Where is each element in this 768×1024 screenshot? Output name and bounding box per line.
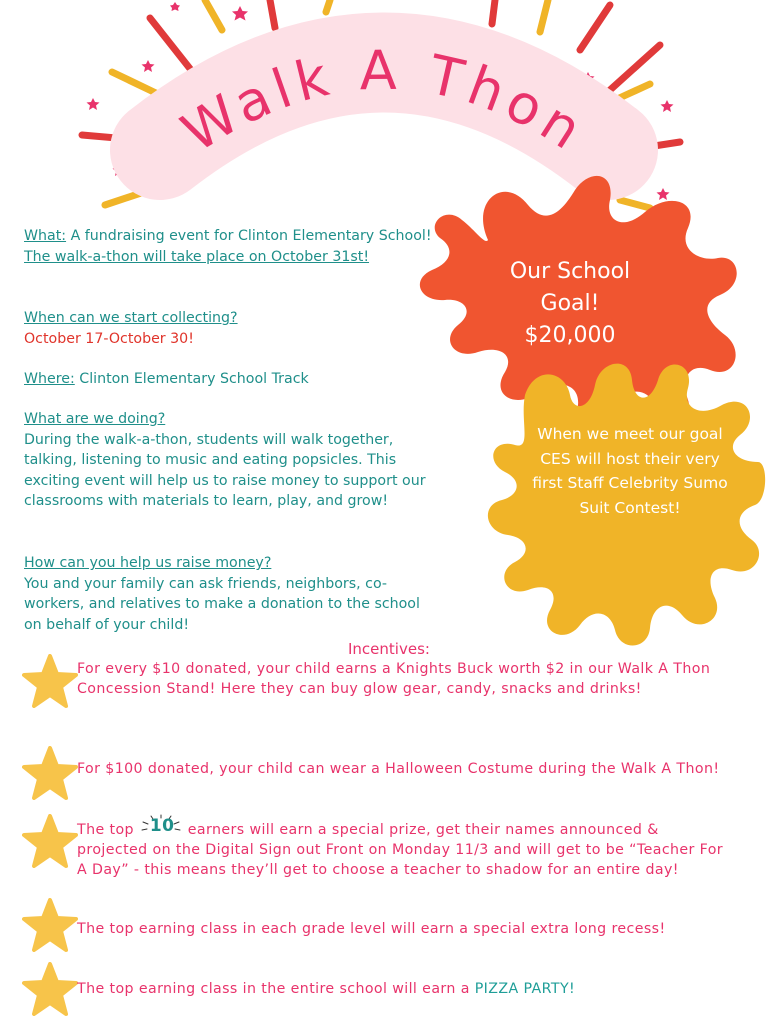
incentive-item-5-text: The top earning class in the entire school will earn a [77,981,475,997]
star-icon [22,814,78,868]
incentive-item-3-rest: earners will earn a special prize, get their names announced & projected on the Digital Sign out Front on Monday 11/3 and will get to be “Teacher For A Day” - this means they’ll get to choose a teacher to shadow for an entire day! [77,822,724,878]
host-text: When we meet our goal CES will host their very first Staff Celebrity Sumo Suit Contest! [532,425,728,517]
help-block [24,553,428,635]
incentives-title: Incentives: [348,640,430,658]
goal-box [470,256,670,352]
incentive-item-4: The top earning class in each grade level will earn a special extra long recess! [77,921,666,937]
help-text: You and your family can ask friends, neighbors, co-workers, and relatives to make a donation to the school on behalf of your child! [24,575,420,633]
doing-label: What are we doing? [24,411,166,427]
goal-amount: $20,000 [524,323,616,348]
pizza-party-text: PIZZA PARTY! [474,981,576,997]
when-text: October 17-October 30! [24,330,194,347]
goal-line1: Our School [509,259,631,284]
what-label: What: [24,228,67,244]
help-label: How can you help us raise money? [24,555,272,571]
what-block [24,226,434,267]
star-icon [22,654,78,708]
top-ten-number: 10 [149,816,175,836]
where-block [24,369,434,390]
page-title: Walk A Thon [171,38,598,165]
doing-text: During the walk-a-thon, students will walk together, talking, listening to music and eating popsicles. This exciting event will help us to raise money to support our classrooms with materials to learn, play, and grow! [24,431,426,510]
where-label: Where: [24,371,75,387]
top-ten-badge [139,816,183,840]
incentive-item-2: For $100 donated, your child can wear a Halloween Costume during the Walk A Thon! [77,761,720,777]
incentive-item-5 [77,980,727,1000]
what-text: A fundraising event for Clinton Elementary School! [66,228,432,244]
incentive-item-3-start: The top [77,822,134,838]
star-icon [22,746,78,800]
when-label: When can we start collecting? [24,310,238,326]
goal-line2: Goal! [540,291,600,316]
where-text: Clinton Elementary School Track [74,371,309,387]
what-date: The walk-a-thon will take place on October 31st! [24,248,370,265]
incentive-item-3 [77,816,727,880]
when-block [24,308,434,349]
incentive-item-1: For every $10 donated, your child earns a Knights Buck worth $2 in our Walk A Thon Concession Stand! Here they can buy glow gear, candy, snacks and drinks! [77,661,711,697]
star-icon [22,962,78,1016]
star-icon [22,898,78,952]
doing-block [24,409,432,512]
